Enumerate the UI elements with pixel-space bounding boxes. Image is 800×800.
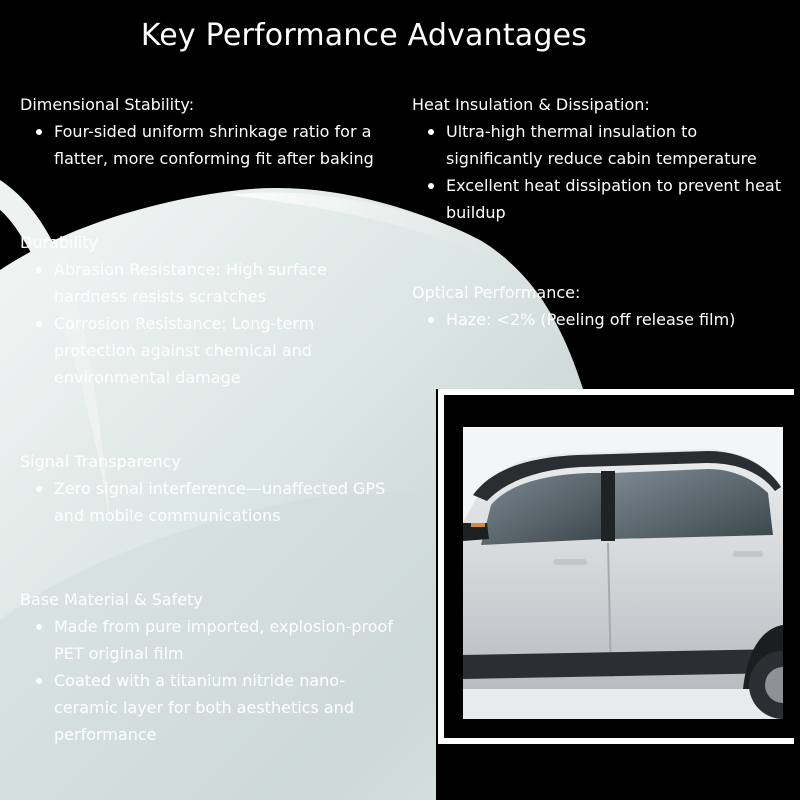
section-durability (20, 230, 380, 391)
bullet-list (412, 118, 782, 226)
section-dimensional-stability (20, 92, 415, 172)
page-title: Key Performance Advantages (140, 18, 588, 53)
section-heading: Signal Transparency (20, 452, 181, 471)
car-illustration (463, 427, 783, 719)
bullet-list (20, 475, 415, 529)
bullet-item: Abrasion Resistance: High surface hardness resists scratches (20, 256, 380, 310)
bullet-item: Four-sided uniform shrinkage ratio for a flatter, more conforming fit after baking (20, 118, 415, 172)
car-window-rear (613, 469, 773, 539)
section-heading: Heat Insulation & Dissipation: (412, 95, 650, 114)
section-heading: Optical Performance: (412, 283, 581, 302)
bullet-list (20, 613, 400, 748)
car-b-pillar (601, 471, 615, 541)
section-optical-performance (412, 280, 782, 333)
section-base-material-safety (20, 587, 400, 748)
bullet-item: Corrosion Resistance: Long-term protection against chemical and environmental damage (20, 310, 380, 391)
car-photo (463, 427, 783, 719)
bullet-item: Made from pure imported, explosion-proof PET original film (20, 613, 400, 667)
section-heading: Base Material & Safety (20, 590, 203, 609)
bullet-item: Excellent heat dissipation to prevent heat buildup (412, 172, 782, 226)
bullet-item: Coated with a titanium nitride nano-ceramic layer for both aesthetics and performance (20, 667, 400, 748)
section-heat-insulation (412, 92, 782, 226)
bullet-list (20, 118, 415, 172)
bullet-list (412, 306, 782, 333)
section-heading: Dimensional Stability: (20, 95, 195, 114)
bullet-item: Zero signal interference—unaffected GPS and mobile communications (20, 475, 415, 529)
section-signal-transparency (20, 449, 415, 529)
car-door-handle-rear (733, 551, 763, 557)
car-door-handle-front (553, 559, 587, 565)
bullet-item: Ultra-high thermal insulation to significantly reduce cabin temperature (412, 118, 782, 172)
section-heading: Durability (20, 233, 99, 252)
bullet-list (20, 256, 380, 391)
bullet-item: Haze: <2% (Peeling off release film) (412, 306, 782, 333)
car-mirror-light (471, 523, 485, 527)
